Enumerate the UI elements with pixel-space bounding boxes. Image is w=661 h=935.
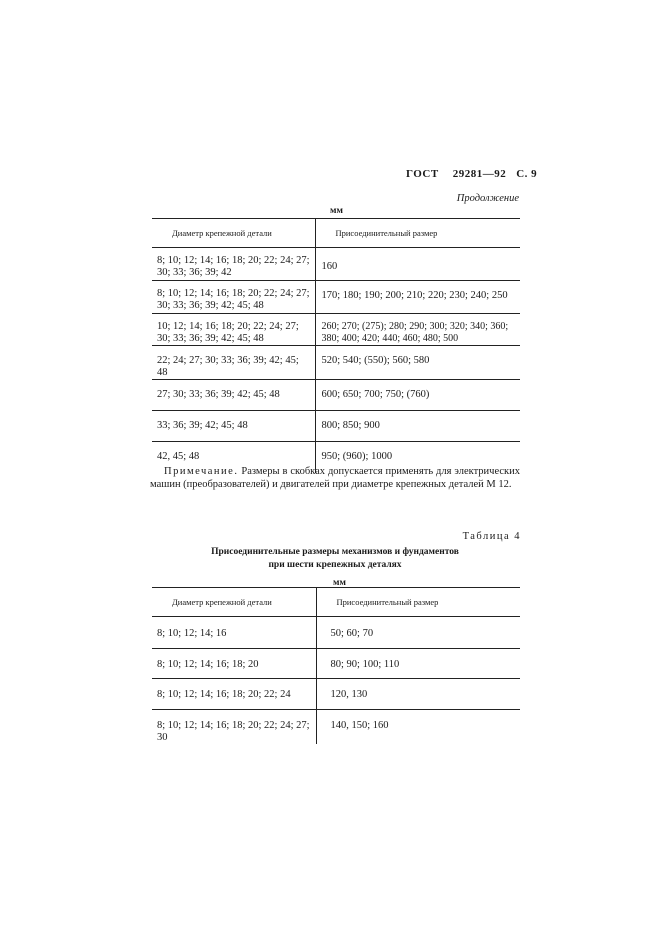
note-text: Размеры в скобках допускается применять для электрических машин (преобразователей) и двигателей при диаметре крепежных деталей М 12. xyxy=(150,466,520,490)
page-number: С. 9 xyxy=(516,168,538,180)
table-row xyxy=(152,281,520,314)
gost-number: 29281—92 xyxy=(452,168,507,180)
diameter-cell: 10; 12; 14; 16; 18; 20; 22; 24; 27; 30; 33; 36; 39; 42; 45; 48 xyxy=(152,314,315,346)
table-row xyxy=(152,380,520,411)
note-label: Примечание. xyxy=(164,466,239,477)
table2-col-diameter: Диаметр крепежной детали xyxy=(152,588,316,617)
diameter-cell: 8; 10; 12; 14; 16; 18; 20 xyxy=(152,649,316,679)
table2-unit: мм xyxy=(333,578,346,588)
table-row xyxy=(152,710,520,745)
table-row xyxy=(152,314,520,346)
table-row xyxy=(152,649,520,679)
table2-title-line2: при шести крепежных деталях xyxy=(268,560,402,570)
table-2 xyxy=(152,587,520,744)
size-cell: 950; (960); 1000 xyxy=(315,442,520,473)
table2-title-line1: Присоединительные размеры механизмов и фундаментов xyxy=(211,547,459,557)
diameter-cell: 42, 45; 48 xyxy=(157,451,200,462)
continuation-label: Продолжение xyxy=(456,193,519,204)
table-note xyxy=(150,465,520,491)
diameter-cell: 8; 10; 12; 14; 16; 18; 20; 22; 24; 27; 30; 33; 36; 39; 42; 45; 48 xyxy=(152,281,315,314)
diameter-cell: 8; 10; 12; 14; 16; 18; 20; 22; 24 xyxy=(152,679,316,710)
size-cell: 170; 180; 190; 200; 210; 220; 230; 240; 250 xyxy=(315,281,520,314)
diameter-cell: 8; 10; 12; 14; 16; 18; 20; 22; 24; 27; 30 xyxy=(157,720,310,743)
table2-title xyxy=(150,546,520,572)
size-cell: 520; 540; (550); 560; 580 xyxy=(315,346,520,380)
table-row xyxy=(152,411,520,442)
size-cell: 800; 850; 900 xyxy=(315,411,520,442)
gost-label: ГОСТ xyxy=(406,168,439,180)
table1-unit: мм xyxy=(330,206,343,216)
diameter-cell: 27; 30; 33; 36; 39; 42; 45; 48 xyxy=(152,380,315,411)
table-row xyxy=(152,617,520,649)
size-cell: 160 xyxy=(315,248,520,281)
size-cell: 260; 270; (275); 280; 290; 300; 320; 340; 360; 380; 400; 420; 440; 460; 480; 500 xyxy=(315,314,520,346)
size-cell: 50; 60; 70 xyxy=(316,617,520,649)
table-row xyxy=(152,679,520,710)
table1-col-size: Присоединительный размер xyxy=(315,219,520,248)
diameter-cell: 33; 36; 39; 42; 45; 48 xyxy=(152,411,315,442)
size-cell: 120, 130 xyxy=(316,679,520,710)
table-row xyxy=(152,248,520,281)
table-row xyxy=(152,346,520,380)
diameter-cell: 8; 10; 12; 14; 16; 18; 20; 22; 24; 27; 30; 33; 36; 39; 42 xyxy=(152,248,315,281)
size-cell: 80; 90; 100; 110 xyxy=(316,649,520,679)
table2-number: Таблица 4 xyxy=(462,531,521,542)
size-cell: 600; 650; 700; 750; (760) xyxy=(315,380,520,411)
table1-col-diameter: Диаметр крепежной детали xyxy=(152,219,315,248)
size-cell: 140, 150; 160 xyxy=(316,710,520,745)
diameter-cell: 8; 10; 12; 14; 16 xyxy=(152,617,316,649)
table-1 xyxy=(152,218,520,473)
page-header xyxy=(406,168,537,180)
diameter-cell: 22; 24; 27; 30; 33; 36; 39; 42; 45; 48 xyxy=(152,346,315,380)
table2-col-size: Присоединительный размер xyxy=(316,588,520,617)
